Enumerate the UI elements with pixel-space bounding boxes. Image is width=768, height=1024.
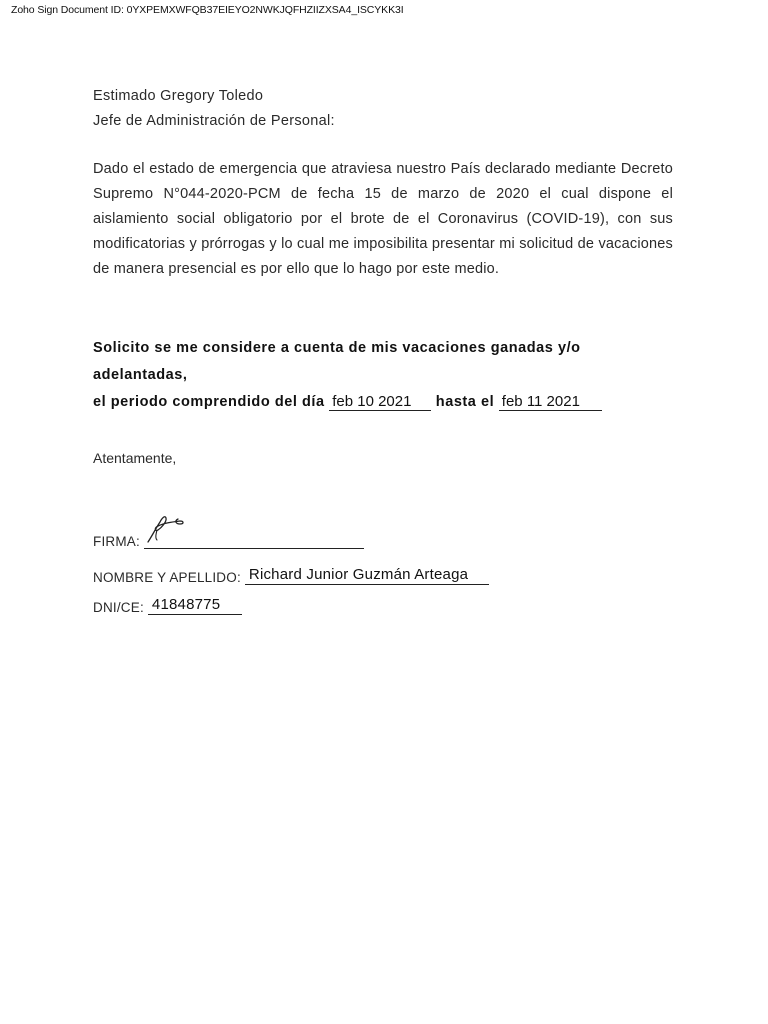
request-period-label: el periodo comprendido del día	[93, 394, 325, 410]
signature-line[interactable]	[144, 534, 364, 549]
body-paragraph: Dado el estado de emergencia que atraviesa nuestro País declarado mediante Decreto Supremo N°044-2020-PCM de fecha 15 de marzo de 2020 el cual dispone el aislamiento social obligatorio por el brote de el Coronavirus (COVID-19), con sus modificatorias y prórrogas y lo cual me imposibilita presentar mi solicitud de vacaciones de manera presencial es por ello que lo hago por este medio.	[93, 161, 673, 277]
request-until-label: hasta el	[435, 394, 495, 410]
nombre-label: NOMBRE Y APELLIDO:	[93, 570, 241, 585]
firma-row	[93, 534, 364, 549]
request-paragraph	[93, 335, 673, 416]
salutation-recipient: Estimado Gregory Toledo	[93, 88, 264, 104]
dni-row	[93, 596, 242, 615]
date-to-field[interactable]: feb 11 2021	[499, 393, 602, 411]
salutation-title: Jefe de Administración de Personal:	[93, 113, 335, 129]
dni-field[interactable]: 41848775	[148, 596, 242, 615]
nombre-field[interactable]: Richard Junior Guzmán Arteaga	[245, 566, 489, 585]
request-line-1: Solicito se me considere a cuenta de mis vacaciones ganadas y/o adelantadas,	[93, 340, 581, 383]
request-line-2	[93, 389, 673, 416]
salutation	[93, 84, 673, 134]
document-id: Zoho Sign Document ID: 0YXPEMXWFQB37EIEYO2NWKJQFHZIIZXSA4_ISCYKK3I	[11, 4, 404, 16]
dni-label: DNI/CE:	[93, 600, 144, 615]
nombre-row	[93, 566, 489, 585]
closing: Atentamente,	[93, 450, 177, 466]
firma-label: FIRMA:	[93, 534, 140, 549]
date-from-field[interactable]: feb 10 2021	[329, 393, 431, 411]
